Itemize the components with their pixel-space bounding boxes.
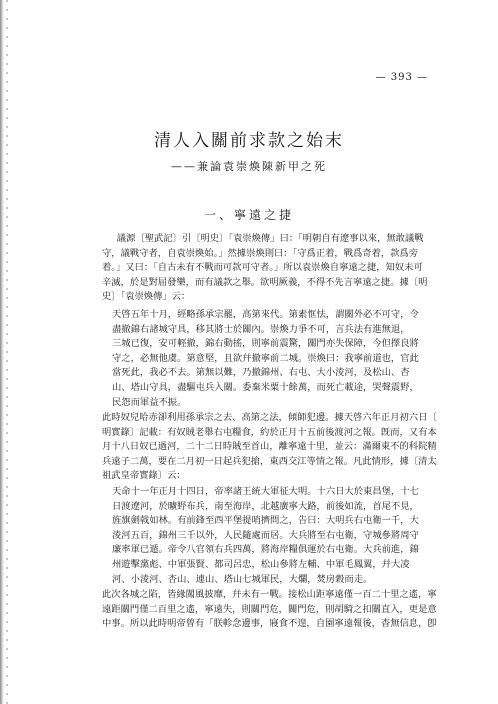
article-subtitle: ——兼論袁崇煥陳新甲之死 [171,160,327,173]
section-heading: 一、寧遠之捷 [203,208,294,222]
page-number: — 393 — [375,72,428,83]
article-title: 清人入關前求款之始末 [154,131,344,151]
scan-binding-holes [6,0,8,704]
paragraph-2: 此時奴兒哈赤卻利用孫承宗之去、高第之法，傾師犯邊。據天啓六年正月初六日〔 明實錄〕記載：有奴賊老舉右屯糧食，約於正月十五前後渡河之報。旣而，又有本 月十八日奴已過河，二十二日時賊至首山，離寧遠十里，並云：滿爾東不的科院精 兵遠子二萬，要在二月初一日起兵犯搶，東西交江等情之報。凡此情形，據〔清太 祖武皇帝實錄〕云： [102,412,437,482]
paragraph-3: 此次各城之陷，皆緣闖風披靡，幷未有一戰。接松山距寧遠僅一百二十里之遙，寧 遠距關門僅二百里之遙，寧遠失，則關門危，關門危，則胡騎之扣關直入，更是意 中事。所以此時明帝曾有「朕軫念邊事，寢食不遑，自園寧遠報後，杳無信息，卽 [102,589,437,630]
scan-binding-edge [0,0,4,704]
block-quote-1: 天啓五年十月，經略孫承宗罷，高第來代。第素恇怯，謂關外必不可守，令 盡撤錦右諸城守具，移其將士於關內。崇煥力爭不可，言兵法有進無退， 三城已復，安可輕撤，錦右動搖，則寧前震驚，關門亦失保障，今但擇良將 守之，必無他虞。第意堅，且欲幷撤寧前二城。崇煥曰：我寧前道也，官此 當死此，我必不去。第無以難，乃撤錦州、右屯、大小淩河，及松山、杏 山、塔山守具，盡驅屯兵入關。委棄米粟十餘萬，而死亡載途，哭聲震野， 民怨而軍益不振。 [112,309,419,408]
block-quote-2: 天命十一年正月十四日，帝率諸王統大軍征大明。十六日大於東昌堡，十七 日渡遼河，於曠野布兵，南至海岸，北越廣寧大路，前後如流，首尾不見， 旌旗劍戟如林。有前鋒至西平堡提哨擠問之，告曰：大明兵右屯衛一千，大 淩河五百，錦州三千以外，人民隨處而居。大兵將至右屯衛，守城參將周守 廉率軍已遁。帝令八官領右兵四萬，將海岸糧俱運於右屯衛。大兵前進，錦 州遊擊黨彪、中軍張賢、都司呂忠，松山參將左輔、中軍毛鳳翼，幷大凌 河、小淩河、杏山、連山、塔山七城軍民，大爛，焚房穀而走。 [112,486,419,585]
paragraph-1: 議源〔聖武記〕引〔明史〕「袁崇煥傳」曰：「明朝自有遼事以來，無敢議戰 守，議戰守者，自袁崇煥始。」然據崇煥則曰：「守爲正着，戰爲奇着，款爲旁 着。」又曰：「自古未有不戰而可款可守者。」所以袁崇煥自寧遠之捷，知奴未可 辛滅，於是對屈發樂，而有議款之舉。欲明厥義，不得不先言寧遠之捷。據〔明 史〕「袁崇煥傳」云： [102,233,428,303]
